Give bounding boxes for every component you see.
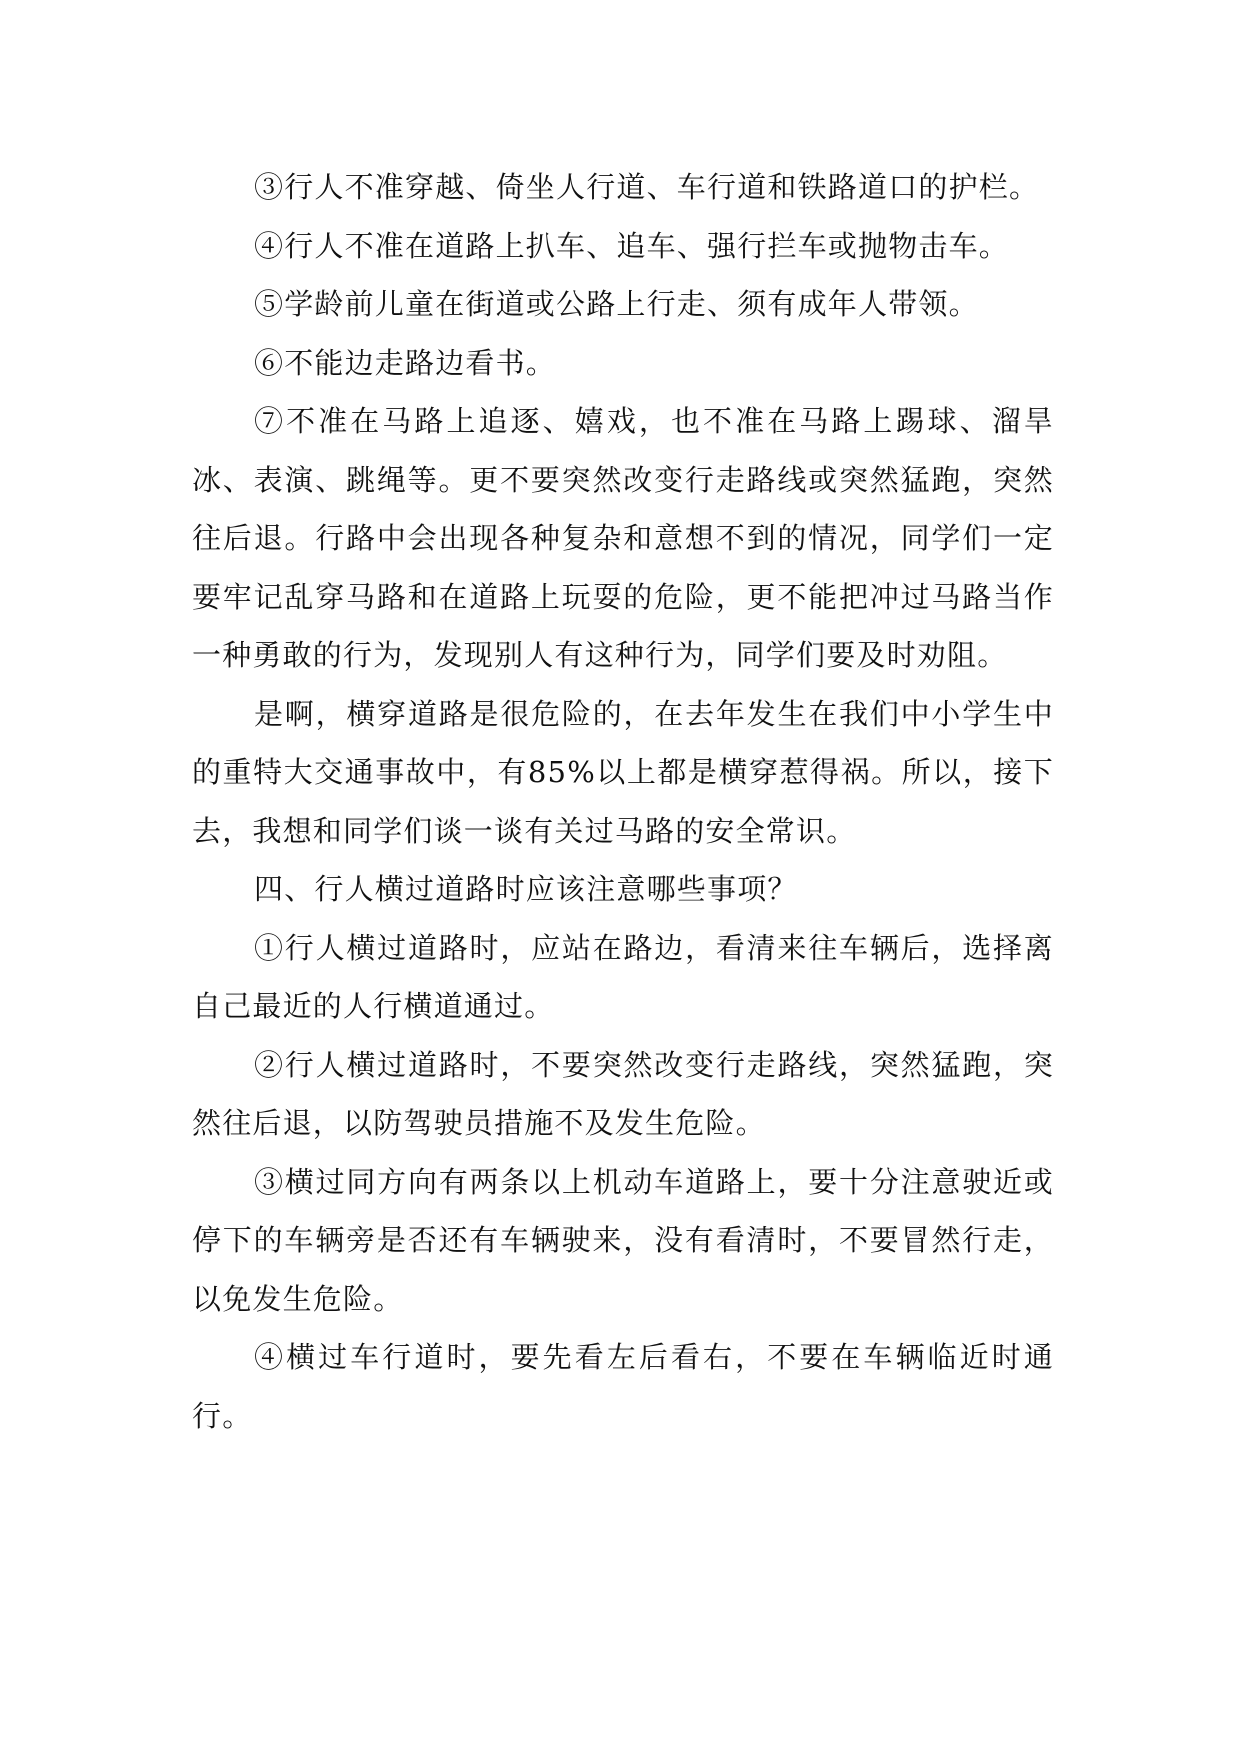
paragraph-crossing-2: ②行人横过道路时，不要突然改变行走路线，突然猛跑，突然往后退，以防驾驶员措施不及发生危险。: [192, 1047, 1054, 1140]
paragraph-crossing-3: ③横过同方向有两条以上机动车道路上，要十分注意驶近或停下的车辆旁是否还有车辆驶来，没有看清时，不要冒然行走，以免发生危险。: [192, 1164, 1054, 1316]
paragraph-crossing-danger: 是啊，横穿道路是很危险的，在去年发生在我们中小学生中的重特大交通事故中，有85%以上都是横穿惹得祸。所以，接下去，我想和同学们谈一谈有关过马路的安全常识。: [192, 696, 1054, 848]
paragraph-rule-3-guardrail: ③行人不准穿越、倚坐人行道、车行道和铁路道口的护栏。: [254, 170, 1040, 204]
paragraph-rule-4-vehicles: ④行人不准在道路上扒车、追车、强行拦车或抛物击车。: [254, 228, 1010, 263]
paragraph-rule-7-playing: ⑦不准在马路上追逐、嬉戏，也不准在马路上踢球、溜旱冰、表演、跳绳等。更不要突然改变行走路线或突然猛跑，突然往后退。行路中会出现各种复杂和意想不到的情况，同学们一定要牢记乱穿马路和在道路上玩耍的危险，更不能把冲过马路当作一种勇敢的行为，发现别人有这种行为，同学们要及时劝阻。: [192, 404, 1054, 672]
document-body: [192, 158, 1054, 1445]
paragraph-rule-6-reading: ⑥不能边走路边看书。: [254, 345, 557, 380]
paragraph-rule-5-children: ⑤学龄前儿童在街道或公路上行走、须有成年人带领。: [254, 287, 979, 321]
paragraph-crossing-1: ①行人横过道路时，应站在路边，看清来往车辆后，选择离自己最近的人行横道通过。: [192, 930, 1054, 1023]
paragraph-crossing-4: ④横过车行道时，要先看左后看右，不要在车辆临近时通行。: [192, 1340, 1054, 1433]
section-heading-crossing: 四、行人横过道路时应该注意哪些事项？: [254, 872, 798, 906]
